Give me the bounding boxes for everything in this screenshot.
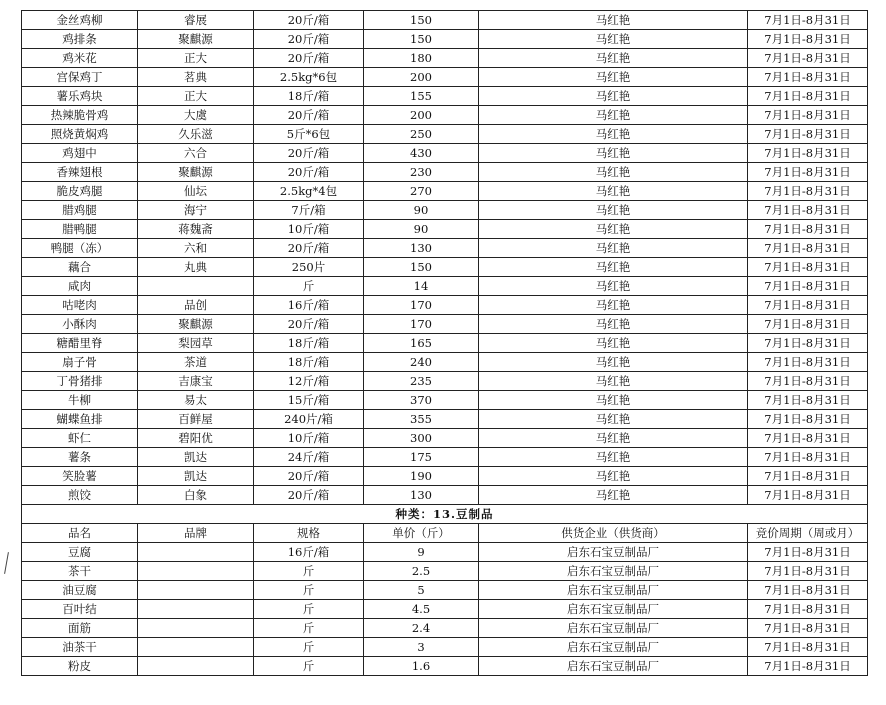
cell-supplier: 启东石宝豆制品厂	[479, 657, 748, 676]
cell-product-name: 薯乐鸡块	[22, 87, 138, 106]
cell-brand: 吉康宝	[138, 372, 254, 391]
cell-bid-period: 7月1日-8月31日	[748, 68, 868, 87]
cell-supplier: 马红艳	[479, 49, 748, 68]
cell-spec: 斤	[254, 638, 364, 657]
cell-product-name: 腊鸡腿	[22, 201, 138, 220]
cell-brand: 聚麒源	[138, 30, 254, 49]
cell-supplier: 马红艳	[479, 163, 748, 182]
cell-bid-period: 7月1日-8月31日	[748, 334, 868, 353]
header-product-name: 品名	[22, 524, 138, 543]
cell-bid-period: 7月1日-8月31日	[748, 638, 868, 657]
cell-product-name: 脆皮鸡腿	[22, 182, 138, 201]
table-row	[22, 11, 868, 30]
cell-bid-period: 7月1日-8月31日	[748, 277, 868, 296]
cell-supplier: 马红艳	[479, 353, 748, 372]
table-row	[22, 467, 868, 486]
cell-brand: 茗典	[138, 68, 254, 87]
cell-unit-price: 14	[364, 277, 479, 296]
cell-spec: 18斤/箱	[254, 334, 364, 353]
cell-unit-price: 150	[364, 30, 479, 49]
cell-product-name: 腊鸭腿	[22, 220, 138, 239]
cell-unit-price: 300	[364, 429, 479, 448]
cell-unit-price: 355	[364, 410, 479, 429]
cell-product-name: 丁骨猪排	[22, 372, 138, 391]
cell-bid-period: 7月1日-8月31日	[748, 11, 868, 30]
cell-bid-period: 7月1日-8月31日	[748, 296, 868, 315]
cell-supplier: 马红艳	[479, 11, 748, 30]
cell-bid-period: 7月1日-8月31日	[748, 106, 868, 125]
cell-bid-period: 7月1日-8月31日	[748, 182, 868, 201]
cell-supplier: 马红艳	[479, 201, 748, 220]
cell-spec: 斤	[254, 562, 364, 581]
cell-product-name: 面筋	[22, 619, 138, 638]
meat-section	[22, 11, 868, 505]
cell-bid-period: 7月1日-8月31日	[748, 600, 868, 619]
table-row	[22, 68, 868, 87]
cell-supplier: 启东石宝豆制品厂	[479, 600, 748, 619]
cell-unit-price: 5	[364, 581, 479, 600]
cell-brand: 梨园草	[138, 334, 254, 353]
cell-unit-price: 230	[364, 163, 479, 182]
cell-spec: 斤	[254, 581, 364, 600]
column-header-row	[22, 524, 868, 543]
cell-product-name: 豆腐	[22, 543, 138, 562]
cell-product-name: 糖醋里脊	[22, 334, 138, 353]
cell-unit-price: 200	[364, 68, 479, 87]
cell-supplier: 启东石宝豆制品厂	[479, 581, 748, 600]
cell-supplier: 马红艳	[479, 372, 748, 391]
cell-supplier: 马红艳	[479, 315, 748, 334]
cell-unit-price: 235	[364, 372, 479, 391]
cell-bid-period: 7月1日-8月31日	[748, 657, 868, 676]
cell-product-name: 百叶结	[22, 600, 138, 619]
cell-spec: 20斤/箱	[254, 486, 364, 505]
cell-spec: 20斤/箱	[254, 315, 364, 334]
cell-bid-period: 7月1日-8月31日	[748, 543, 868, 562]
cell-brand: 茶道	[138, 353, 254, 372]
cell-spec: 12斤/箱	[254, 372, 364, 391]
table-row	[22, 429, 868, 448]
cell-bid-period: 7月1日-8月31日	[748, 391, 868, 410]
table-row	[22, 87, 868, 106]
cell-supplier: 马红艳	[479, 334, 748, 353]
cell-product-name: 鸡米花	[22, 49, 138, 68]
cell-unit-price: 155	[364, 87, 479, 106]
cell-unit-price: 175	[364, 448, 479, 467]
cell-product-name: 咕咾肉	[22, 296, 138, 315]
cell-spec: 20斤/箱	[254, 106, 364, 125]
table-row	[22, 562, 868, 581]
section-title-row	[22, 505, 868, 524]
cell-unit-price: 9	[364, 543, 479, 562]
table-row	[22, 315, 868, 334]
cell-unit-price: 150	[364, 258, 479, 277]
cell-bid-period: 7月1日-8月31日	[748, 467, 868, 486]
table-row	[22, 106, 868, 125]
header-brand: 品牌	[138, 524, 254, 543]
cell-unit-price: 370	[364, 391, 479, 410]
tofu-section-heading	[22, 505, 868, 543]
cell-supplier: 马红艳	[479, 144, 748, 163]
cell-brand	[138, 600, 254, 619]
cell-brand	[138, 619, 254, 638]
cell-supplier: 马红艳	[479, 296, 748, 315]
cell-supplier: 马红艳	[479, 30, 748, 49]
cell-spec: 18斤/箱	[254, 87, 364, 106]
cell-unit-price: 150	[364, 11, 479, 30]
table-row	[22, 410, 868, 429]
cell-spec: 20斤/箱	[254, 30, 364, 49]
cell-supplier: 启东石宝豆制品厂	[479, 619, 748, 638]
cell-bid-period: 7月1日-8月31日	[748, 201, 868, 220]
cell-product-name: 藕合	[22, 258, 138, 277]
cell-unit-price: 170	[364, 315, 479, 334]
cell-supplier: 马红艳	[479, 467, 748, 486]
table-row	[22, 353, 868, 372]
cell-spec: 250片	[254, 258, 364, 277]
cell-bid-period: 7月1日-8月31日	[748, 125, 868, 144]
cell-supplier: 马红艳	[479, 220, 748, 239]
cell-brand: 易太	[138, 391, 254, 410]
cell-unit-price: 170	[364, 296, 479, 315]
price-sheet	[21, 10, 867, 676]
cell-bid-period: 7月1日-8月31日	[748, 258, 868, 277]
table-row	[22, 543, 868, 562]
cell-brand	[138, 562, 254, 581]
cell-unit-price: 250	[364, 125, 479, 144]
price-table	[21, 10, 868, 676]
cell-spec: 斤	[254, 277, 364, 296]
tofu-section	[22, 543, 868, 676]
cell-brand: 正大	[138, 49, 254, 68]
cell-product-name: 热辣脆骨鸡	[22, 106, 138, 125]
cell-product-name: 金丝鸡柳	[22, 11, 138, 30]
cell-bid-period: 7月1日-8月31日	[748, 239, 868, 258]
cell-supplier: 马红艳	[479, 106, 748, 125]
cell-bid-period: 7月1日-8月31日	[748, 410, 868, 429]
cell-bid-period: 7月1日-8月31日	[748, 144, 868, 163]
cell-product-name: 鸭腿（冻）	[22, 239, 138, 258]
cell-brand: 丸典	[138, 258, 254, 277]
table-row	[22, 239, 868, 258]
table-row	[22, 334, 868, 353]
cell-brand: 六和	[138, 239, 254, 258]
cell-product-name: 牛柳	[22, 391, 138, 410]
cell-spec: 5斤*6包	[254, 125, 364, 144]
header-spec: 规格	[254, 524, 364, 543]
cell-brand: 蒋魏斋	[138, 220, 254, 239]
cell-supplier: 启东石宝豆制品厂	[479, 638, 748, 657]
section-title: 种类：13.豆制品	[22, 505, 868, 524]
cell-bid-period: 7月1日-8月31日	[748, 315, 868, 334]
cell-product-name: 照烧黄焖鸡	[22, 125, 138, 144]
cell-brand	[138, 543, 254, 562]
cell-brand: 聚麒源	[138, 163, 254, 182]
cell-supplier: 马红艳	[479, 239, 748, 258]
table-row	[22, 144, 868, 163]
cell-unit-price: 3	[364, 638, 479, 657]
cell-brand	[138, 581, 254, 600]
cell-supplier: 马红艳	[479, 182, 748, 201]
cell-supplier: 马红艳	[479, 87, 748, 106]
table-row	[22, 638, 868, 657]
cell-bid-period: 7月1日-8月31日	[748, 49, 868, 68]
cell-product-name: 煎饺	[22, 486, 138, 505]
table-row	[22, 296, 868, 315]
cell-bid-period: 7月1日-8月31日	[748, 619, 868, 638]
cell-unit-price: 4.5	[364, 600, 479, 619]
cell-bid-period: 7月1日-8月31日	[748, 429, 868, 448]
cell-spec: 16斤/箱	[254, 296, 364, 315]
cell-unit-price: 2.4	[364, 619, 479, 638]
cell-spec: 10斤/箱	[254, 429, 364, 448]
cell-spec: 20斤/箱	[254, 49, 364, 68]
cell-unit-price: 90	[364, 201, 479, 220]
cell-spec: 斤	[254, 600, 364, 619]
cell-unit-price: 2.5	[364, 562, 479, 581]
cell-supplier: 马红艳	[479, 448, 748, 467]
table-row	[22, 201, 868, 220]
cell-brand: 品创	[138, 296, 254, 315]
table-row	[22, 391, 868, 410]
cell-brand: 聚麒源	[138, 315, 254, 334]
cell-bid-period: 7月1日-8月31日	[748, 353, 868, 372]
cell-unit-price: 240	[364, 353, 479, 372]
cell-brand	[138, 277, 254, 296]
cell-product-name: 虾仁	[22, 429, 138, 448]
table-row	[22, 220, 868, 239]
cell-spec: 20斤/箱	[254, 144, 364, 163]
cell-bid-period: 7月1日-8月31日	[748, 562, 868, 581]
cell-spec: 7斤/箱	[254, 201, 364, 220]
cell-product-name: 香辣翅根	[22, 163, 138, 182]
header-supplier: 供货企业（供货商）	[479, 524, 748, 543]
table-row	[22, 486, 868, 505]
cell-brand: 百鲜屋	[138, 410, 254, 429]
cell-brand: 久乐滋	[138, 125, 254, 144]
cell-unit-price: 90	[364, 220, 479, 239]
cell-spec: 2.5kg*6包	[254, 68, 364, 87]
header-unit-price: 单价（斤）	[364, 524, 479, 543]
cell-bid-period: 7月1日-8月31日	[748, 220, 868, 239]
cell-product-name: 茶干	[22, 562, 138, 581]
cell-brand: 海宁	[138, 201, 254, 220]
cell-supplier: 马红艳	[479, 486, 748, 505]
cell-bid-period: 7月1日-8月31日	[748, 372, 868, 391]
cell-product-name: 油豆腐	[22, 581, 138, 600]
cell-bid-period: 7月1日-8月31日	[748, 163, 868, 182]
cell-brand: 六合	[138, 144, 254, 163]
cell-unit-price: 130	[364, 486, 479, 505]
cell-spec: 20斤/箱	[254, 11, 364, 30]
cell-brand: 正大	[138, 87, 254, 106]
cell-brand	[138, 638, 254, 657]
cell-brand: 碧阳优	[138, 429, 254, 448]
cell-spec: 20斤/箱	[254, 239, 364, 258]
cell-spec: 24斤/箱	[254, 448, 364, 467]
cell-supplier: 马红艳	[479, 68, 748, 87]
cell-spec: 斤	[254, 657, 364, 676]
cell-supplier: 马红艳	[479, 429, 748, 448]
cell-bid-period: 7月1日-8月31日	[748, 581, 868, 600]
cell-brand: 睿展	[138, 11, 254, 30]
cell-unit-price: 1.6	[364, 657, 479, 676]
cell-supplier: 启东石宝豆制品厂	[479, 543, 748, 562]
cell-supplier: 马红艳	[479, 125, 748, 144]
cell-unit-price: 190	[364, 467, 479, 486]
cell-product-name: 小酥肉	[22, 315, 138, 334]
table-row	[22, 657, 868, 676]
table-row	[22, 182, 868, 201]
cell-product-name: 粉皮	[22, 657, 138, 676]
cell-unit-price: 270	[364, 182, 479, 201]
cell-unit-price: 200	[364, 106, 479, 125]
table-row	[22, 619, 868, 638]
table-row	[22, 163, 868, 182]
cell-brand: 白象	[138, 486, 254, 505]
cell-spec: 20斤/箱	[254, 467, 364, 486]
cell-spec: 15斤/箱	[254, 391, 364, 410]
cell-supplier: 马红艳	[479, 258, 748, 277]
table-row	[22, 448, 868, 467]
cell-product-name: 咸肉	[22, 277, 138, 296]
cell-spec: 16斤/箱	[254, 543, 364, 562]
cell-supplier: 马红艳	[479, 410, 748, 429]
cell-product-name: 鸡翅中	[22, 144, 138, 163]
cell-spec: 斤	[254, 619, 364, 638]
cell-brand: 凯达	[138, 467, 254, 486]
cell-brand	[138, 657, 254, 676]
pen-mark	[4, 552, 9, 574]
table-row	[22, 30, 868, 49]
cell-spec: 10斤/箱	[254, 220, 364, 239]
cell-bid-period: 7月1日-8月31日	[748, 87, 868, 106]
cell-bid-period: 7月1日-8月31日	[748, 448, 868, 467]
cell-product-name: 蝴蝶鱼排	[22, 410, 138, 429]
cell-unit-price: 165	[364, 334, 479, 353]
cell-product-name: 油茶干	[22, 638, 138, 657]
cell-spec: 18斤/箱	[254, 353, 364, 372]
cell-unit-price: 430	[364, 144, 479, 163]
cell-supplier: 马红艳	[479, 391, 748, 410]
table-row	[22, 372, 868, 391]
cell-spec: 240片/箱	[254, 410, 364, 429]
cell-unit-price: 180	[364, 49, 479, 68]
cell-spec: 2.5kg*4包	[254, 182, 364, 201]
cell-bid-period: 7月1日-8月31日	[748, 30, 868, 49]
table-row	[22, 258, 868, 277]
cell-product-name: 鸡排条	[22, 30, 138, 49]
cell-supplier: 马红艳	[479, 277, 748, 296]
cell-product-name: 宫保鸡丁	[22, 68, 138, 87]
cell-supplier: 启东石宝豆制品厂	[479, 562, 748, 581]
cell-brand: 大虞	[138, 106, 254, 125]
header-bid-period: 竞价周期（周或月）	[748, 524, 868, 543]
cell-brand: 仙坛	[138, 182, 254, 201]
table-row	[22, 125, 868, 144]
table-row	[22, 581, 868, 600]
cell-spec: 20斤/箱	[254, 163, 364, 182]
cell-bid-period: 7月1日-8月31日	[748, 486, 868, 505]
cell-product-name: 笑脸薯	[22, 467, 138, 486]
cell-unit-price: 130	[364, 239, 479, 258]
table-row	[22, 277, 868, 296]
table-row	[22, 600, 868, 619]
table-row	[22, 49, 868, 68]
cell-brand: 凯达	[138, 448, 254, 467]
cell-product-name: 薯条	[22, 448, 138, 467]
cell-product-name: 扇子骨	[22, 353, 138, 372]
